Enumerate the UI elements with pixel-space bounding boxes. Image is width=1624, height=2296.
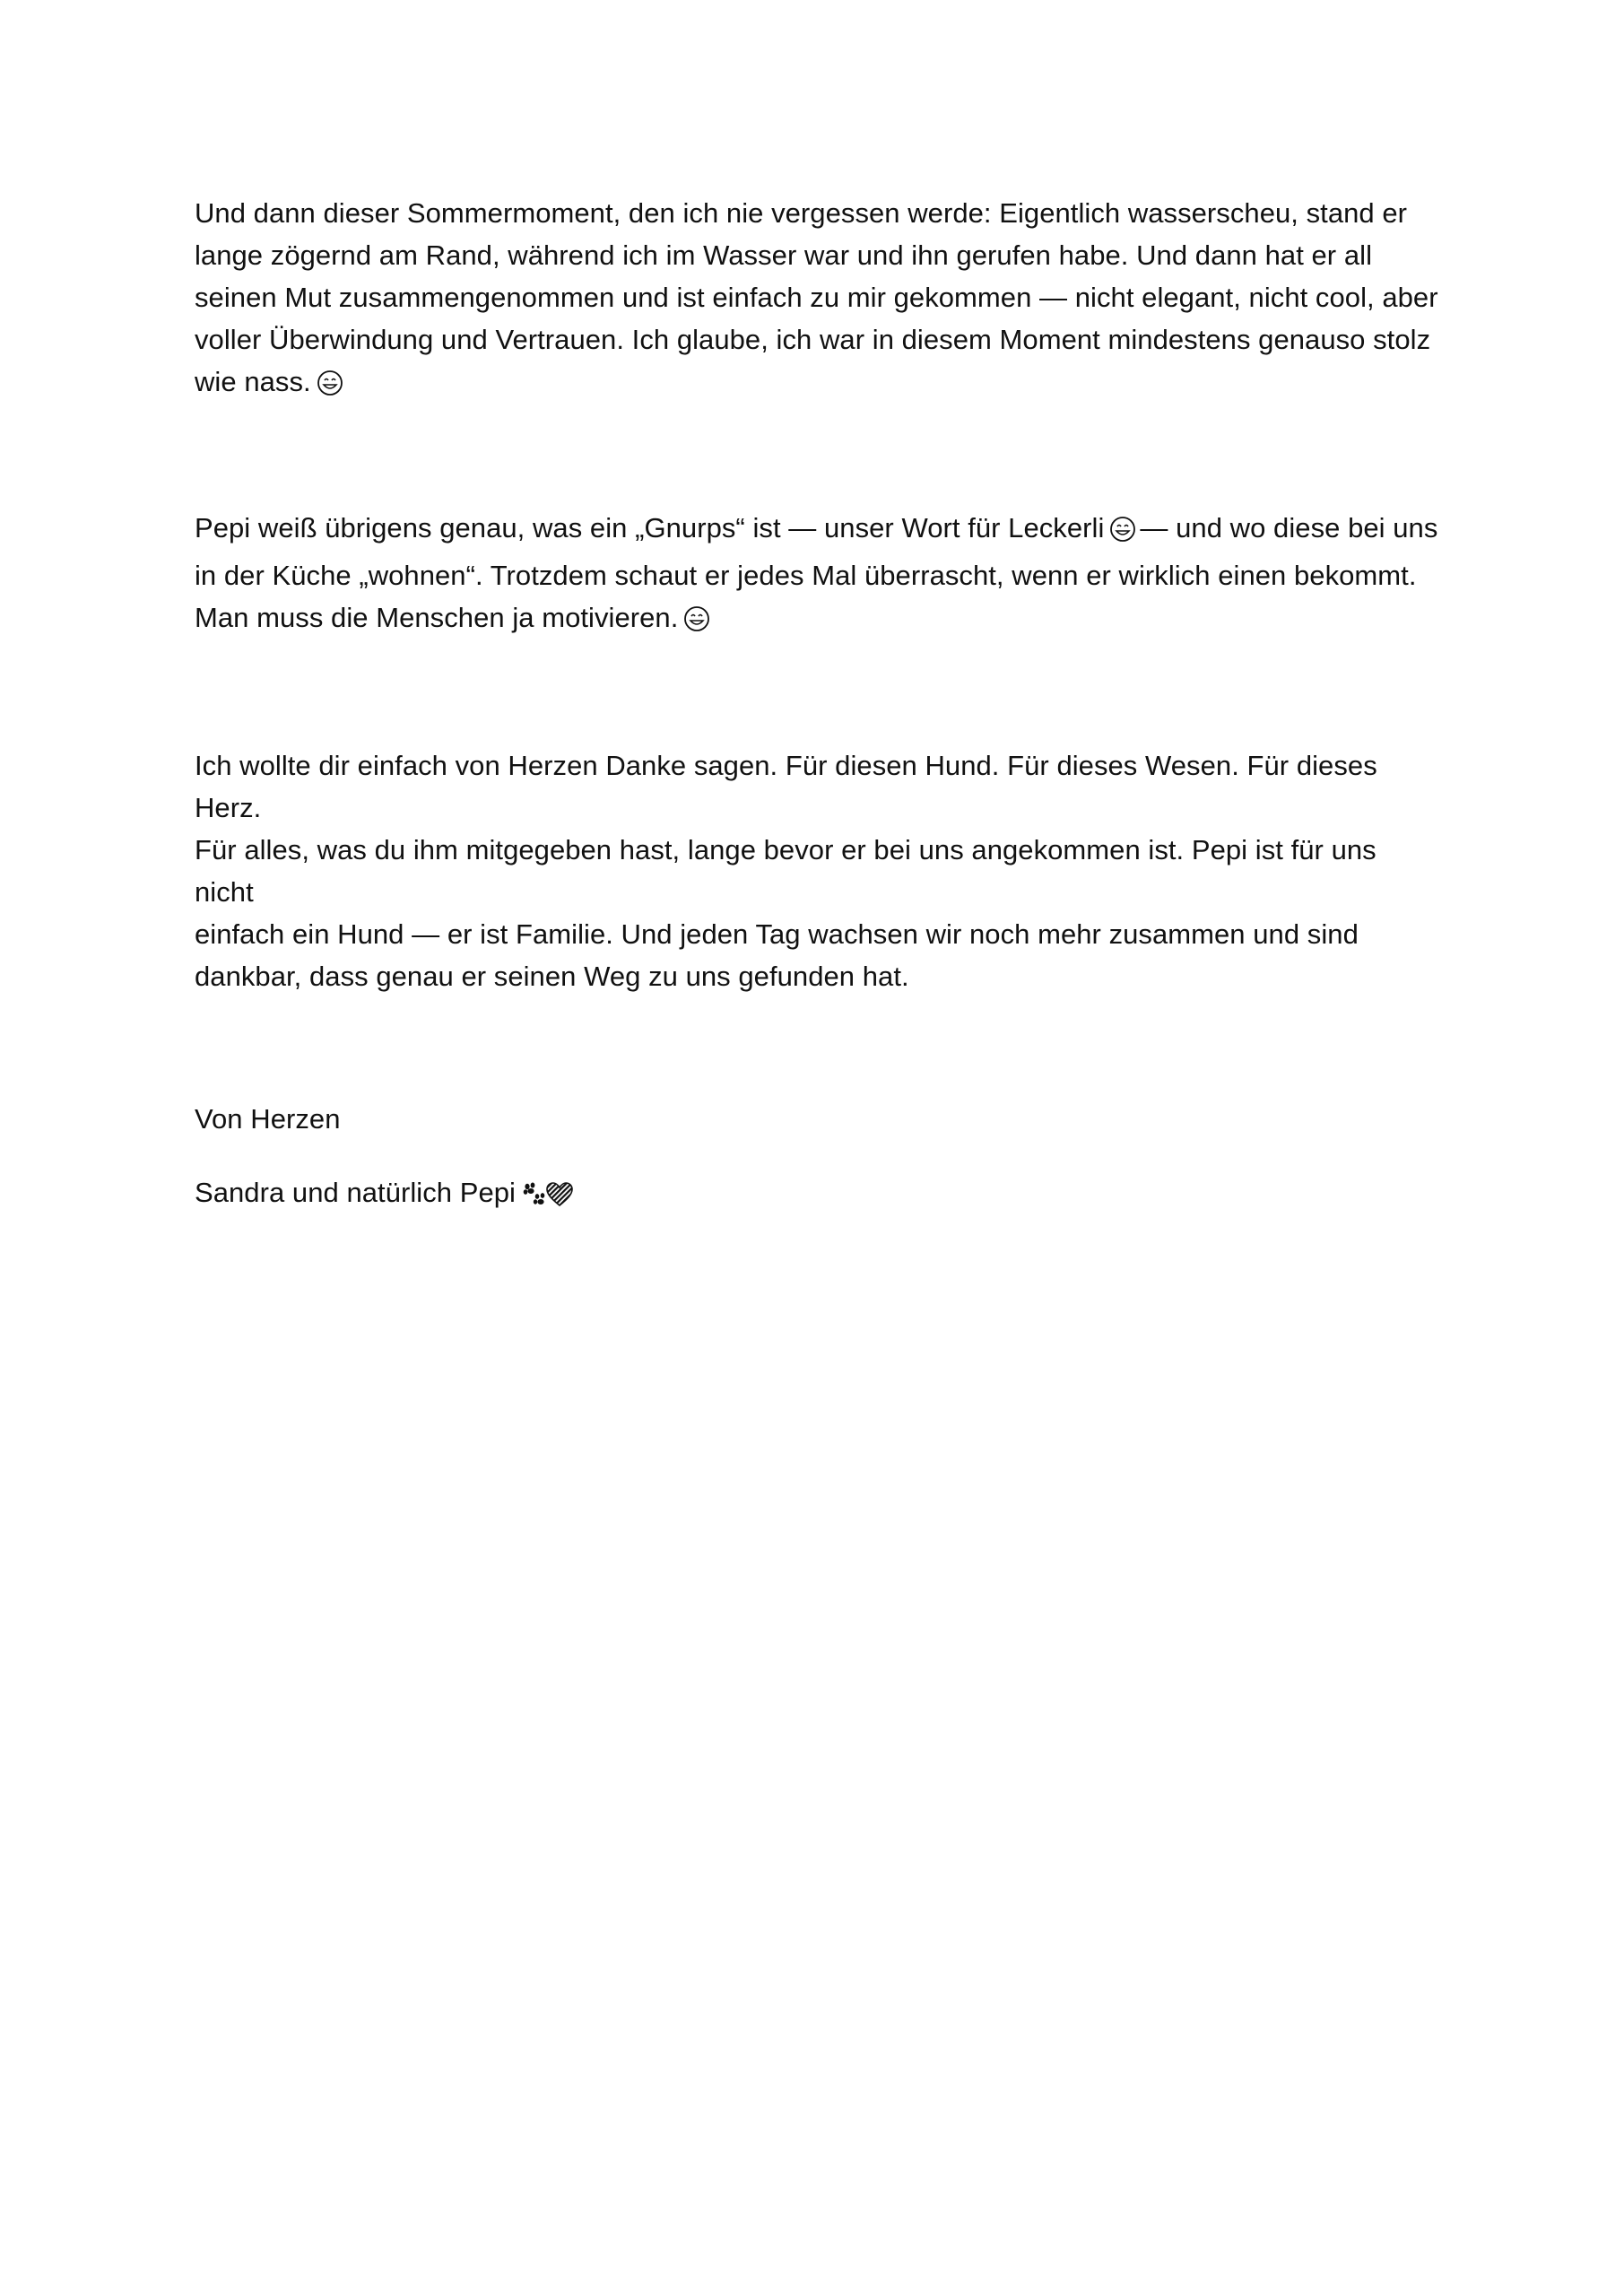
paragraph-gnurps xyxy=(195,507,1441,644)
closing-text: Von Herzen xyxy=(195,1103,341,1135)
smiling-face-icon xyxy=(1109,512,1136,554)
paragraph-thanks xyxy=(195,744,1441,997)
signature-line xyxy=(195,1171,1441,1219)
letter-body xyxy=(195,192,1441,1219)
closing-line xyxy=(195,1098,1441,1140)
smiling-face-icon xyxy=(317,366,343,408)
paragraph-gnurps-text-a: Pepi weiß übrigens genau, was ein „Gnurps“ ist — unser Wort für Leckerli xyxy=(195,512,1105,544)
paragraph-summer-moment xyxy=(195,192,1441,408)
paragraph-gnurps-text-b: — und wo diese bei uns in der Küche „wohnen“. Trotzdem schaut er jedes Mal überrascht, wenn er wirklich einen bekommt. Man muss die Menschen ja motivieren. xyxy=(195,512,1438,633)
paw-prints-icon xyxy=(523,1177,546,1219)
signature-text: Sandra und natürlich Pepi xyxy=(195,1177,516,1208)
paragraph-summer-moment-text: Und dann dieser Sommermoment, den ich nie vergessen werde: Eigentlich wasserscheu, stand er lange zögernd am Rand, während ich im Wasser war und ihn gerufen habe. Und dann hat er all seinen Mut zusammengenommen und ist einfach zu mir gekommen — nicht elegant, nicht cool, aber voller Überwindung und Vertrauen. Ich glaube, ich war in diesem Moment mindestens genauso stolz wie nass. xyxy=(195,197,1438,397)
heart-icon xyxy=(546,1177,573,1219)
smiling-face-icon xyxy=(683,602,710,644)
paragraph-thanks-text: Ich wollte dir einfach von Herzen Danke sagen. Für diesen Hund. Für dieses Wesen. Für dieses Herz. Für alles, was du ihm mitgegeben hast, lange bevor er bei uns angekommen ist. Pepi ist für uns nicht einfach ein Hund — er ist Familie. Und jeden Tag wachsen wir noch mehr zusammen und sind dankbar, dass genau er seinen Weg zu uns gefunden hat. xyxy=(195,750,1377,992)
